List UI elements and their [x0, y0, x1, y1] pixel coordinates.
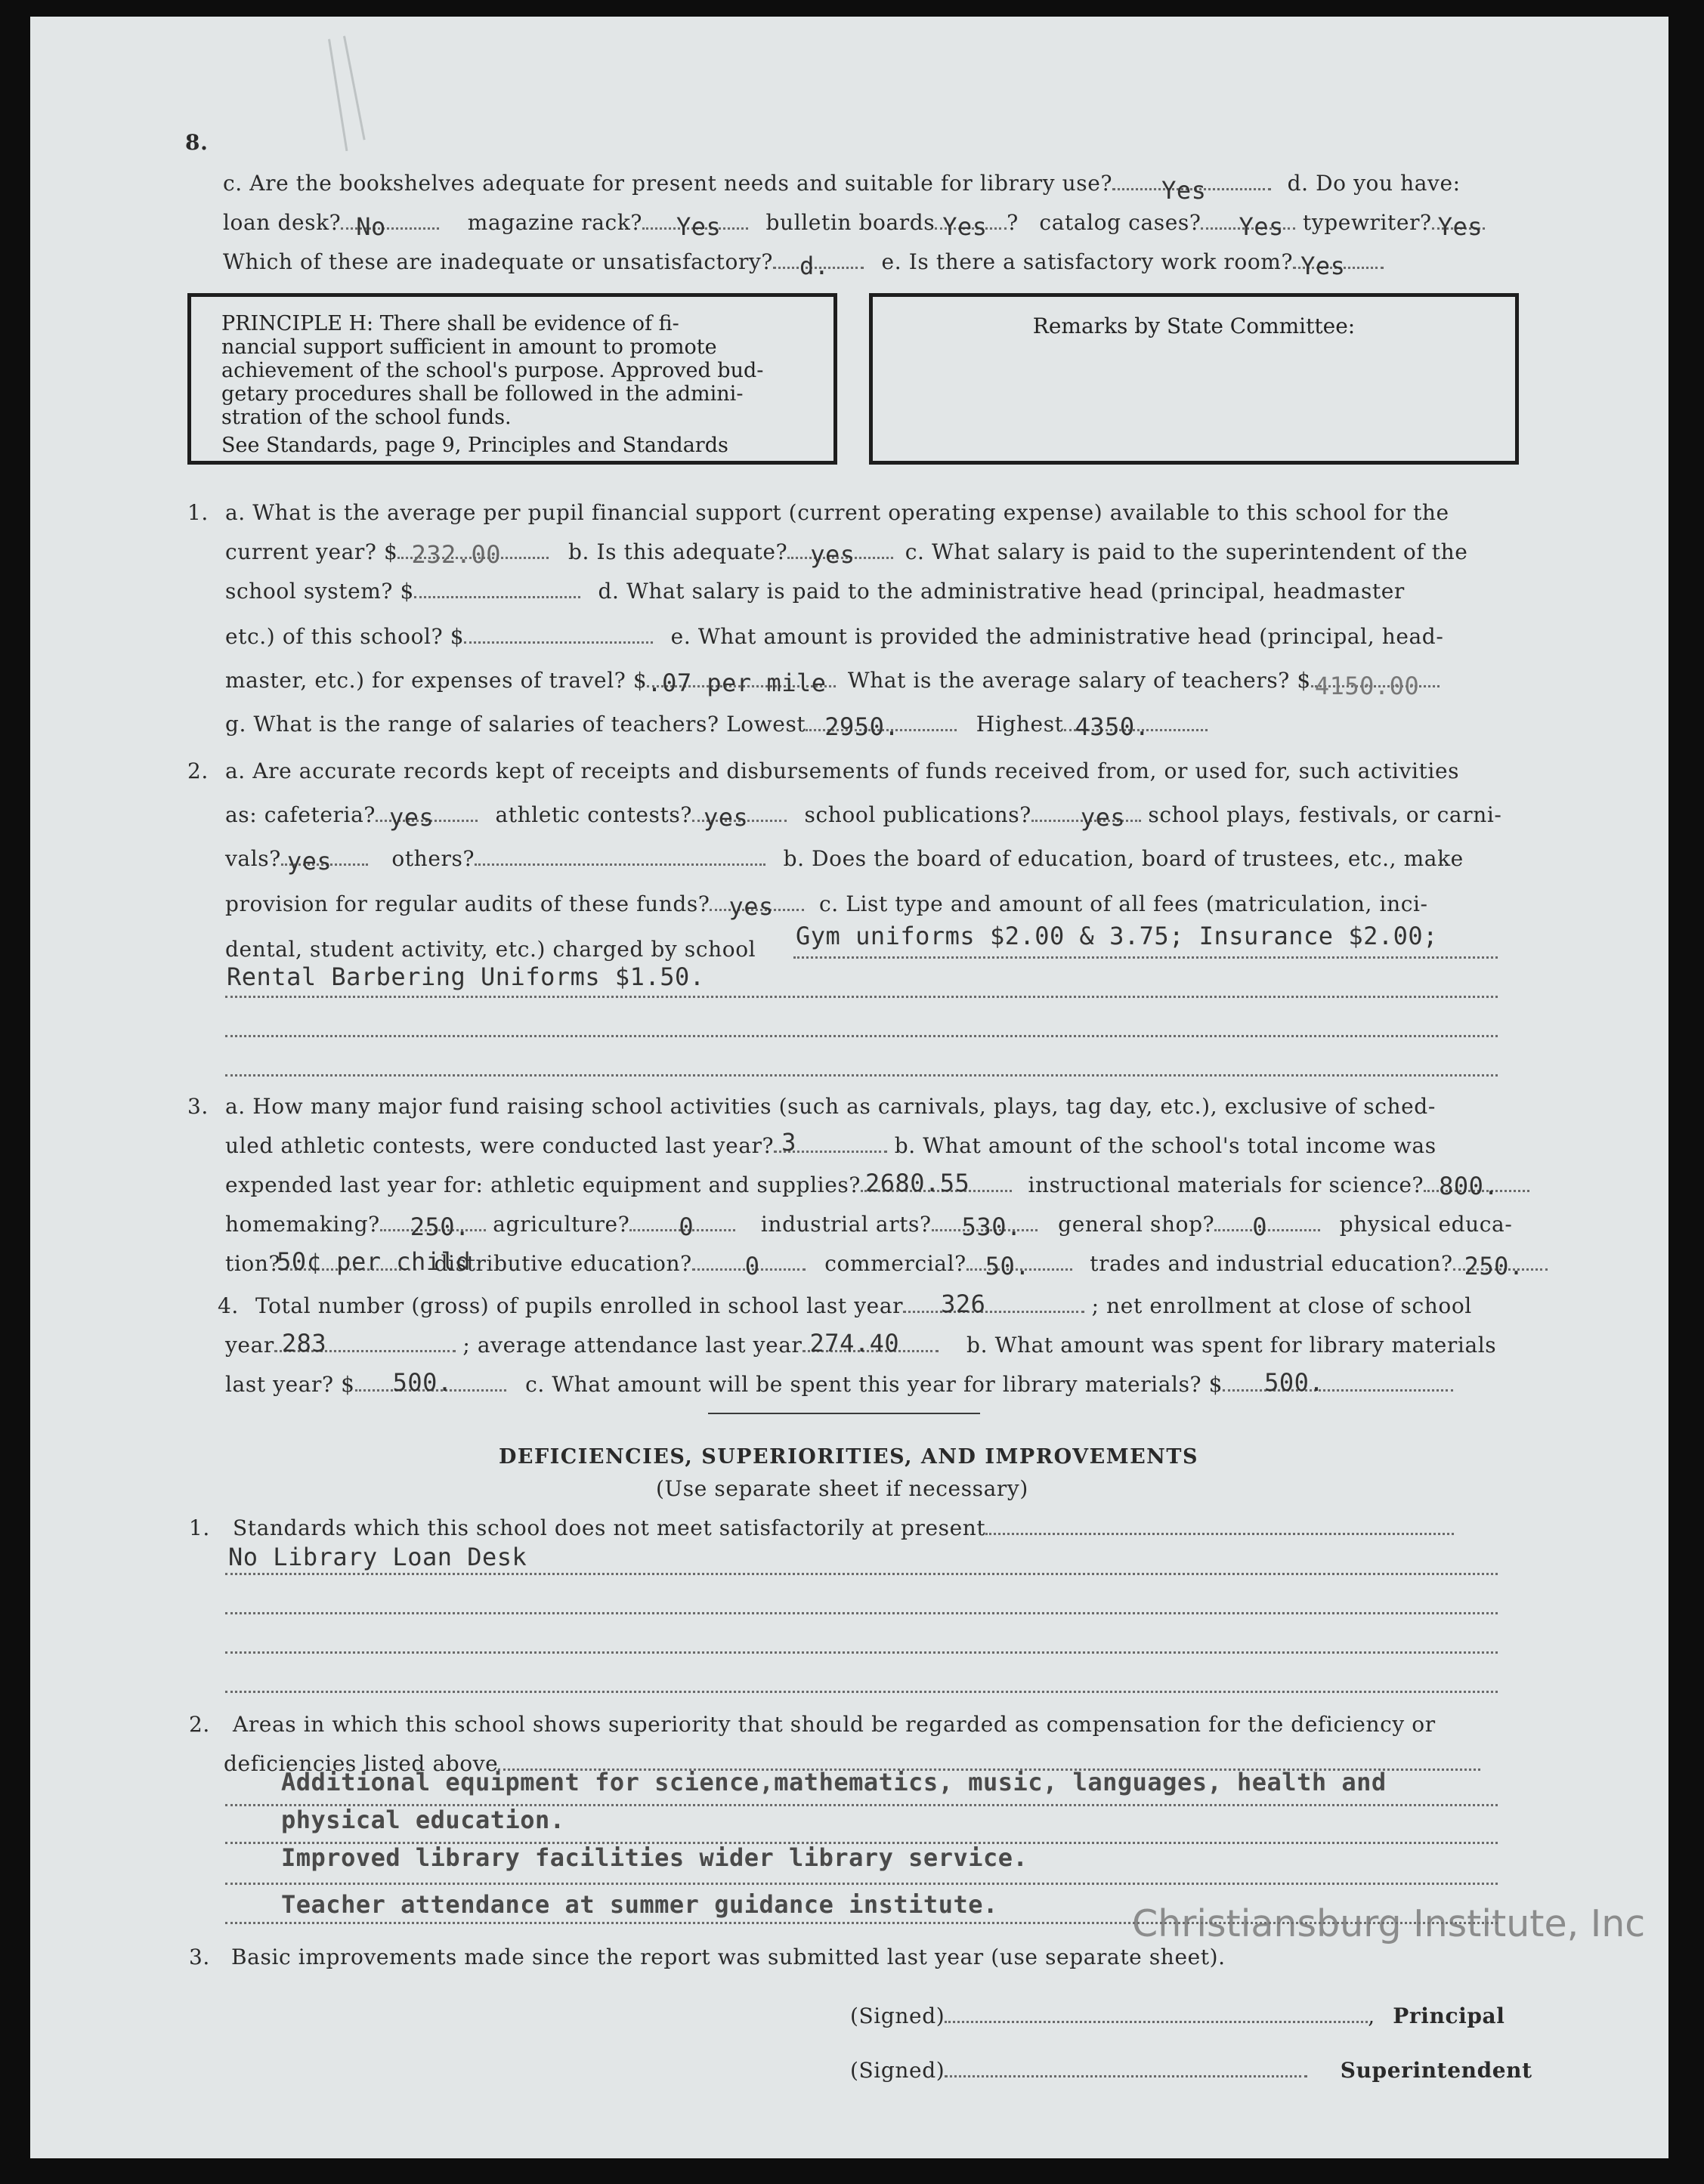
superintendent-signature-line: [850, 2058, 1532, 2084]
dsi-2-question-text: deficiencies listed above: [224, 1751, 499, 1776]
remarks-box: [869, 293, 1519, 465]
scratch-mark: [328, 39, 348, 152]
bulletin-boards-answer: Yes: [942, 212, 988, 241]
travel-field-label: master, etc.) for expenses of travel? $: [225, 668, 648, 693]
publications-label: school publications?: [804, 802, 1031, 827]
travel-answer: .07 per mile: [647, 669, 827, 697]
fill-line: [225, 1883, 1498, 1885]
athletic-answer: yes: [704, 803, 749, 832]
s3-number: 3.: [187, 1094, 209, 1119]
dsi-2-number: 2.: [189, 1712, 210, 1737]
principle-line: stration of the school funds.: [221, 406, 512, 429]
magazine-rack-label: magazine rack?: [467, 210, 643, 235]
dsi-3-number: 3.: [189, 1945, 210, 1969]
physical-education-label-2: tion?: [225, 1251, 281, 1276]
s2-line-5: dental, student activity, etc.) charged by school: [225, 937, 756, 962]
fill-line: [225, 1651, 1498, 1654]
inadequate-label: Which of these are inadequate or unsatisfactory?: [223, 249, 774, 274]
fees-answer-1: Gym uniforms $2.00 & 3.75; Insurance $2.00;: [796, 922, 1438, 950]
adequate-label: b. Is this adequate?: [567, 539, 788, 564]
commercial-answer: 50.: [985, 1252, 1031, 1280]
fill-line: [225, 1612, 1498, 1614]
audits-label: provision for regular audits of these funds?: [225, 891, 710, 916]
audits-answer: yes: [728, 892, 774, 921]
s1-number: 1.: [187, 500, 209, 525]
s1-line-2: [225, 539, 1468, 569]
bulletin-boards-label: bulletin boards: [765, 210, 935, 235]
per-pupil-answer: 232.00: [411, 540, 502, 569]
inadequate-answer: d.: [799, 252, 830, 280]
agriculture-answer: 0: [679, 1212, 694, 1241]
loan-desk-label: loan desk?: [223, 210, 342, 235]
s1-line-5: [225, 668, 1440, 700]
net-enrollment-label: ; net enrollment at close of school: [1091, 1293, 1472, 1318]
s2-line-4: [225, 891, 1428, 921]
net-enrollment-answer: 283: [281, 1329, 327, 1358]
admin-salary-label: d. What salary is paid to the administrative head (principal, headmaster: [598, 579, 1405, 604]
question-mark: ?: [1007, 210, 1019, 235]
fill-line: [793, 956, 1498, 959]
highest-answer: 4350.: [1075, 712, 1150, 741]
s3-line-3: [225, 1169, 1529, 1200]
commercial-label: commercial?: [824, 1251, 966, 1276]
dsi-2-answer-2: physical education.: [281, 1806, 565, 1834]
typewriter-label: typewriter?: [1302, 210, 1432, 235]
fill-line: [225, 1691, 1498, 1693]
library-this-label: c. What amount will be spent this year for library materials? $: [525, 1372, 1223, 1397]
s2-line-1: a. Are accurate records kept of receipts and disbursements of funds received from, or used for, such activities: [225, 758, 1460, 783]
dsi-1-question: [233, 1515, 1454, 1541]
admin-salary-field-label: etc.) of this school? $: [225, 624, 465, 649]
general-shop-answer: 0: [1252, 1212, 1267, 1241]
principle-line: nancial support sufficient in amount to promote: [221, 335, 717, 359]
principle-line: PRINCIPLE H: There shall be evidence of fi-: [221, 312, 679, 335]
gross-enrollment-answer: 326: [941, 1290, 986, 1318]
principle-line: See Standards, page 9, Principles and Standards: [221, 434, 728, 457]
fees-answer-2: Rental Barbering Uniforms $1.50.: [227, 962, 705, 991]
s2-line-3: [225, 846, 1464, 876]
signed-label: (Signed): [850, 2003, 945, 2028]
watermark: Christiansburg Institute, Inc: [1132, 1902, 1646, 1945]
s4-line-2: [225, 1329, 1497, 1358]
carnivals-label: vals?: [225, 846, 281, 871]
dsi-1-answer: No Library Loan Desk: [228, 1543, 527, 1571]
athletic-equipment-label: expended last year for: athletic equipment and supplies?: [225, 1172, 861, 1197]
physical-education-answer: 50¢ per child: [277, 1247, 472, 1276]
s1-line-1: a. What is the average per pupil financial support (current operating expense) available to this school for the: [225, 500, 1449, 525]
principle-h-text: [221, 312, 763, 457]
board-provision-label: b. Does the board of education, board of trustees, etc., make: [783, 846, 1464, 871]
remarks-label: Remarks by State Committee:: [1032, 314, 1356, 338]
library-last-label: last year? $: [225, 1372, 355, 1397]
fill-line: [225, 996, 1498, 998]
year-label: year: [225, 1333, 274, 1358]
trades-answer: 250.: [1464, 1252, 1524, 1280]
page-number: 8.: [185, 130, 209, 155]
cafeteria-label: as: cafeteria?: [225, 802, 376, 827]
per-pupil-label: current year? $: [225, 539, 398, 564]
s4-line-1: [255, 1290, 1472, 1319]
distributive-answer: 0: [744, 1252, 760, 1280]
workroom-answer: Yes: [1300, 252, 1346, 280]
s3-line-4: [225, 1212, 1513, 1241]
publications-answer: yes: [1080, 803, 1126, 832]
typewriter-answer: Yes: [1437, 212, 1483, 241]
cafeteria-answer: yes: [388, 803, 435, 832]
athletic-label: athletic contests?: [495, 802, 692, 827]
dsi-heading: DEFICIENCIES, SUPERIORITIES, AND IMPROVEMENTS: [499, 1445, 1198, 1469]
form-page: [30, 17, 1668, 2158]
superintendent-salary-label: c. What salary is paid to the superintendent of the: [905, 539, 1468, 564]
gross-enrollment-label: Total number (gross) of pupils enrolled in school last year: [255, 1293, 904, 1318]
dsi-2-question-1: Areas in which this school shows superiority that should be regarded as compensation for the deficiency or: [233, 1712, 1436, 1737]
lowest-answer: 2950.: [824, 712, 900, 741]
s3-line-1: a. How many major fund raising school activities (such as carnivals, plays, tag day, etc.), exclusive of sched-: [225, 1094, 1436, 1119]
total-income-label: b. What amount of the school's total income was: [894, 1133, 1436, 1158]
q8-line-3: [223, 249, 1384, 280]
q8c-answer: Yes: [1161, 176, 1207, 205]
general-shop-label: general shop?: [1058, 1212, 1215, 1237]
principal-signature-line: (Signed) , Principal: [850, 2003, 1505, 2028]
s3-line-2: [225, 1128, 1436, 1159]
divider-rule: [708, 1413, 980, 1414]
homemaking-answer: 250.: [410, 1212, 470, 1241]
library-materials-label: b. What amount was spent for library materials: [966, 1333, 1497, 1358]
s4-number: 4.: [218, 1293, 239, 1318]
superintendent-label: Superintendent: [1340, 2058, 1532, 2083]
s1-line-3: [225, 579, 1405, 604]
dsi-2-answer-4: Teacher attendance at summer guidance institute.: [281, 1890, 998, 1919]
s4-line-3: [225, 1368, 1453, 1398]
magazine-rack-answer: Yes: [676, 212, 722, 241]
fill-line: [225, 1573, 1498, 1575]
fees-label: c. List type and amount of all fees (matriculation, inci-: [819, 891, 1428, 916]
q8-line-1: [223, 171, 1461, 205]
science-answer: 800.: [1439, 1172, 1499, 1200]
principle-h-box: [187, 293, 837, 465]
trades-label: trades and industrial education?: [1090, 1251, 1453, 1276]
catalog-cases-answer: Yes: [1239, 212, 1284, 241]
fill-line: [225, 1035, 1498, 1037]
catalog-cases-label: catalog cases?: [1039, 210, 1201, 235]
library-this-answer: 500.: [1264, 1368, 1325, 1397]
avg-salary-label: What is the average salary of teachers? $: [847, 668, 1311, 693]
attendance-answer: 274.40: [809, 1329, 900, 1358]
agriculture-label: agriculture?: [493, 1212, 630, 1237]
workroom-label: e. Is there a satisfactory work room?: [881, 249, 1294, 274]
activities-answer: 3: [781, 1128, 796, 1157]
dsi-subheading: (Use separate sheet if necessary): [656, 1476, 1028, 1501]
distributive-label: distributive education?: [434, 1251, 692, 1276]
principle-line: achievement of the school's purpose. Approved bud-: [221, 359, 764, 382]
s2-line-2: [225, 802, 1502, 832]
fill-line: [225, 1074, 1498, 1077]
q8c-text: c. Are the bookshelves adequate for present needs and suitable for library use?: [223, 171, 1113, 196]
dsi-3-question: Basic improvements made since the report was submitted last year (use separate sheet).: [231, 1945, 1226, 1969]
principal-label: Principal: [1393, 2003, 1505, 2028]
q8-line-2: [223, 210, 1485, 241]
plays-label: school plays, festivals, or carni-: [1148, 802, 1502, 827]
industrial-arts-answer: 530.: [961, 1212, 1022, 1241]
dsi-2-answer-1: Additional equipment for science,mathematics, music, languages, health and: [281, 1768, 1387, 1796]
homemaking-label: homemaking?: [225, 1212, 380, 1237]
dsi-1-number: 1.: [189, 1515, 210, 1540]
physical-education-label: physical educa-: [1339, 1212, 1513, 1237]
highest-label: Highest: [976, 712, 1064, 737]
carnivals-answer: yes: [286, 847, 332, 876]
principle-line: getary procedures shall be followed in the admini-: [221, 382, 744, 406]
activities-label: uled athletic contests, were conducted last year?: [225, 1133, 775, 1158]
athletic-equipment-answer: 2680.55: [864, 1169, 970, 1197]
s1-line-4: [225, 624, 1443, 650]
attendance-label: ; average attendance last year: [462, 1333, 803, 1358]
science-label: instructional materials for science?: [1028, 1172, 1424, 1197]
avg-salary-answer: 4150.00: [1314, 672, 1420, 700]
loan-desk-answer: No: [356, 212, 386, 241]
s1-line-6: [225, 712, 1208, 741]
s2-number: 2.: [187, 758, 209, 783]
scratch-mark: [343, 36, 366, 140]
library-last-answer: 500.: [392, 1368, 453, 1397]
signed-label: (Signed): [850, 2058, 945, 2083]
dsi-1-question-text: Standards which this school does not meet satisfactorily at present: [233, 1515, 986, 1540]
dsi-2-answer-3: Improved library facilities wider library service.: [281, 1843, 1028, 1872]
adequate-answer: yes: [810, 540, 855, 569]
others-label: others?: [391, 846, 475, 871]
q8d-text: d. Do you have:: [1287, 171, 1461, 196]
travel-amount-label: e. What amount is provided the administrative head (principal, head-: [670, 624, 1444, 649]
s3-line-5: [225, 1247, 1548, 1280]
lowest-label: g. What is the range of salaries of teachers? Lowest: [225, 712, 806, 737]
superintendent-salary-field-label: school system? $: [225, 579, 414, 604]
industrial-arts-label: industrial arts?: [760, 1212, 932, 1237]
